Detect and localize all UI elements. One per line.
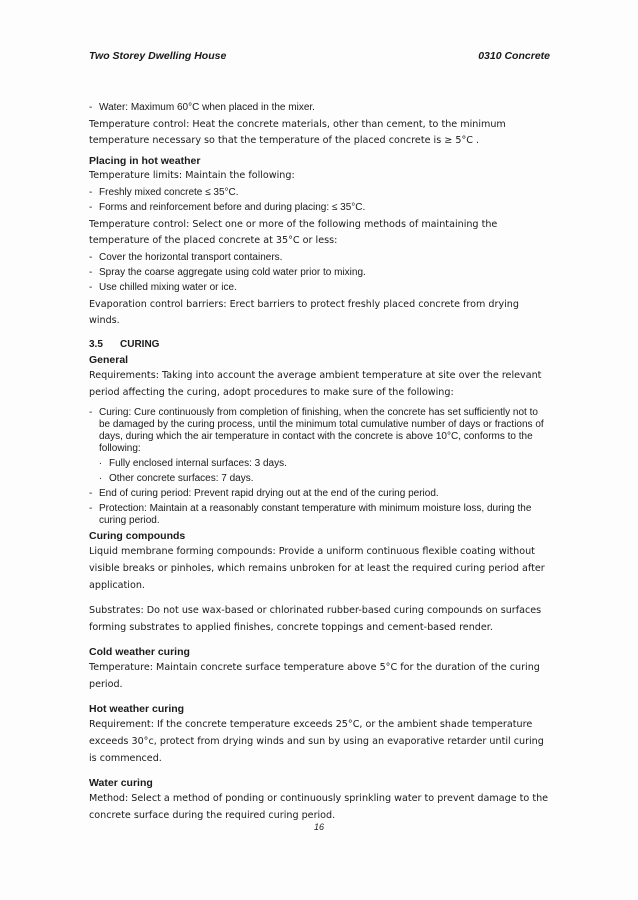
list-item: - Freshly mixed concrete ≤ 35°C.: [89, 187, 550, 199]
list-item: - Curing: Cure continuously from completion of finishing, when the concrete has set sufficiently not to be damaged by the curing process, until the minimum total cumulative number of days or fractions of days, during which the air temperature in contact with the concrete is above 10°C, conforms to the following:: [89, 407, 550, 455]
page-content: [89, 99, 550, 824]
header-section: 0310 Concrete: [478, 50, 550, 62]
list-item: - Cover the horizontal transport containers.: [89, 252, 550, 264]
sub-list-item: . Fully enclosed internal surfaces: 3 days.: [89, 458, 550, 470]
section-title: CURING: [120, 339, 160, 350]
temperature-control-paragraph: Temperature control: Select one or more of the following methods of maintaining the temperature of the placed concrete at 35°C or less:: [89, 219, 498, 246]
evaporation-paragraph: Evaporation control barriers: Erect barriers to protect freshly placed concrete from drying winds.: [89, 299, 519, 326]
water-curing-heading: Water curing: [89, 777, 153, 789]
list-item: - End of curing period: Prevent rapid drying out at the end of the curing period.: [89, 488, 550, 500]
curing-compounds-heading: Curing compounds: [89, 530, 186, 542]
page-number: 16: [313, 822, 324, 832]
requirements-paragraph: Requirements: Taking into account the average ambient temperature at site over the relevant period affecting the curing, adopt procedures to make sure of the following:: [89, 370, 542, 398]
header-title: Two Storey Dwelling House: [89, 50, 227, 62]
water-curing-paragraph: Method: Select a method of ponding or continuously sprinkling water to prevent damage to the concrete surface during the required curing period.: [89, 793, 549, 821]
list-item: - Protection: Maintain at a reasonably constant temperature with minimum moisture loss, during the curing period.: [89, 503, 550, 527]
substrates-paragraph: Substrates: Do not use wax-based or chlorinated rubber-based curing compounds on surfaces forming substrates to applied finishes, concrete toppings and cement-based render.: [89, 605, 542, 633]
hot-weather-curing-heading: Hot weather curing: [89, 703, 185, 715]
hot-weather-curing-paragraph: Requirement: If the concrete temperature exceeds 25°C, or the ambient shade temperature exceeds 30°c, protect from drying winds and sun by using an evaporative retarder until curing is commenced.: [89, 719, 544, 764]
cold-weather-heading: Cold weather curing: [89, 646, 190, 658]
temperature-control-paragraph: Temperature control: Heat the concrete materials, other than cement, to the minimum temperature necessary so that the temperature of the placed concrete is ≥ 5°C .: [89, 119, 506, 146]
section-heading: [89, 339, 550, 350]
general-heading: General: [89, 354, 129, 366]
water-item: - Water: Maximum 60°C when placed in the mixer.: [89, 102, 550, 114]
cold-weather-paragraph: Temperature: Maintain concrete surface temperature above 5°C for the duration of the curing period.: [89, 662, 540, 690]
temperature-limits-paragraph: Temperature limits: Maintain the following:: [89, 170, 295, 181]
list-item: - Forms and reinforcement before and during placing: ≤ 35°C.: [89, 202, 550, 214]
sub-list-item: . Other concrete surfaces: 7 days.: [89, 473, 550, 485]
list-item: - Spray the coarse aggregate using cold water prior to mixing.: [89, 267, 550, 279]
list-item: - Use chilled mixing water or ice.: [89, 282, 550, 294]
section-number: 3.5: [89, 339, 103, 350]
hot-weather-heading: Placing in hot weather: [89, 155, 201, 167]
liquid-membrane-paragraph: Liquid membrane forming compounds: Provide a uniform continuous flexible coating without visible breaks or pinholes, which remains unbroken for at least the required curing period after application.: [89, 546, 545, 591]
